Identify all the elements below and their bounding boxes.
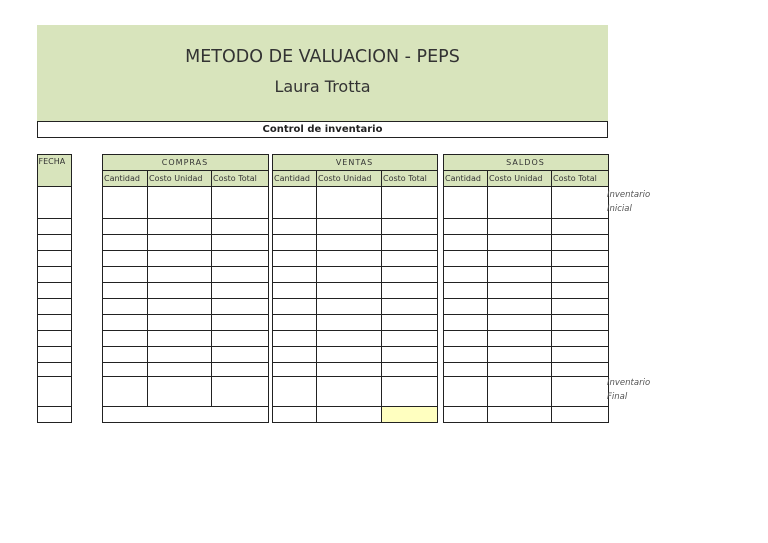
table-cell [103, 347, 148, 363]
page-title: METODO DE VALUACION - PEPS [185, 47, 460, 67]
table-cell [552, 299, 609, 315]
table-cell [488, 407, 552, 423]
column-header: Cantidad [104, 174, 140, 183]
table-cell [317, 377, 382, 407]
table-cell [552, 315, 609, 331]
table-cell [103, 251, 148, 267]
table-cell [148, 187, 212, 219]
fecha-cell [38, 235, 72, 251]
table-cell [444, 363, 488, 377]
table-cell [273, 331, 317, 347]
fecha-cell [38, 283, 72, 299]
table-cell [488, 347, 552, 363]
table-cell [488, 283, 552, 299]
table-cell [148, 283, 212, 299]
table-cell [488, 315, 552, 331]
table-cell [382, 299, 438, 315]
table-cell [273, 187, 317, 219]
table-cell [212, 377, 269, 407]
table-cell [317, 315, 382, 331]
fecha-cell [38, 299, 72, 315]
table-cell [148, 219, 212, 235]
table-cell [103, 267, 148, 283]
table-cell [148, 377, 212, 407]
fecha-cell [38, 331, 72, 347]
table-cell [103, 235, 148, 251]
table-cell [444, 251, 488, 267]
fecha-cell [38, 219, 72, 235]
table-cell [317, 283, 382, 299]
table-cell [382, 219, 438, 235]
table-cell [148, 347, 212, 363]
table-cell [273, 363, 317, 377]
table-cell [444, 407, 488, 423]
table-cell [273, 235, 317, 251]
table-cell [212, 315, 269, 331]
table-cell [103, 377, 148, 407]
column-header: Cantidad [274, 174, 310, 183]
table-cell [444, 267, 488, 283]
table-cell [382, 267, 438, 283]
table-cell [552, 251, 609, 267]
table-cell [273, 251, 317, 267]
table-cell [488, 377, 552, 407]
table-cell [212, 363, 269, 377]
table-cell [444, 235, 488, 251]
table-cell [148, 331, 212, 347]
table-cell [273, 347, 317, 363]
table-cell [273, 299, 317, 315]
table-cell [148, 267, 212, 283]
note-inventario-inicial: Inventario Inicial [607, 190, 651, 214]
fecha-cell [38, 347, 72, 363]
table-cell [212, 299, 269, 315]
section-label: Control de inventario [37, 121, 608, 138]
table-cell [103, 315, 148, 331]
table-cell [552, 407, 609, 423]
fecha-header: FECHA [38, 157, 66, 166]
table-cell [103, 187, 148, 219]
fecha-cell [38, 315, 72, 331]
table-cell [212, 347, 269, 363]
column-header: Costo Total [383, 174, 427, 183]
table-cell [552, 331, 609, 347]
column-header: Costo Total [213, 174, 257, 183]
ventas-total-highlight-cell [382, 407, 438, 423]
table-cell [212, 219, 269, 235]
table-cell [212, 283, 269, 299]
table-cell [103, 363, 148, 377]
fecha-cell [38, 187, 72, 219]
table-cell [103, 299, 148, 315]
table-cell [488, 251, 552, 267]
table-cell [212, 235, 269, 251]
group-header-ventas: VENTAS [335, 158, 374, 167]
table-cell [148, 315, 212, 331]
table-cell [317, 363, 382, 377]
table-cell [382, 331, 438, 347]
table-cell [148, 251, 212, 267]
table-cell [552, 235, 609, 251]
table-cell [382, 347, 438, 363]
table-cell [212, 331, 269, 347]
table-cell [444, 331, 488, 347]
column-header: Cantidad [445, 174, 481, 183]
fecha-cell [38, 407, 72, 423]
table-cell [444, 219, 488, 235]
table-cell [552, 283, 609, 299]
fecha-cell [38, 267, 72, 283]
table-cell [148, 299, 212, 315]
table-cell [148, 235, 212, 251]
table-cell [273, 267, 317, 283]
table-cell [103, 283, 148, 299]
table-cell [273, 283, 317, 299]
table-cell [382, 315, 438, 331]
table-cell [317, 187, 382, 219]
table-cell [317, 267, 382, 283]
table-cell [488, 267, 552, 283]
fecha-cell [38, 363, 72, 377]
table-cell [103, 219, 148, 235]
table-cell [317, 251, 382, 267]
note-inventario-final: Inventario Final [607, 378, 651, 402]
table-cell [552, 267, 609, 283]
table-cell [317, 407, 382, 423]
column-header: Costo Total [553, 174, 597, 183]
table-cell [488, 299, 552, 315]
table-cell [317, 219, 382, 235]
table-cell [552, 363, 609, 377]
table-cell [317, 331, 382, 347]
table-cell [382, 283, 438, 299]
table-cell [444, 377, 488, 407]
table-cell [444, 283, 488, 299]
table-cell [382, 377, 438, 407]
table-cell [552, 377, 609, 407]
table-cell [444, 187, 488, 219]
table-cell [148, 363, 212, 377]
table-cell [317, 299, 382, 315]
table-cell [103, 331, 148, 347]
table-cell [444, 299, 488, 315]
table-cell [273, 377, 317, 407]
column-header: Costo Unidad [149, 174, 203, 183]
table-cell [488, 235, 552, 251]
column-header: Costo Unidad [318, 174, 372, 183]
table-cell [273, 219, 317, 235]
table-cell [212, 251, 269, 267]
table-cell [382, 235, 438, 251]
fecha-cell [38, 251, 72, 267]
table-cell [488, 219, 552, 235]
table-cell [444, 347, 488, 363]
table-cell [382, 251, 438, 267]
table-cell [317, 235, 382, 251]
column-header: Costo Unidad [489, 174, 543, 183]
table-cell [488, 331, 552, 347]
table-cell [382, 187, 438, 219]
table-cell [273, 315, 317, 331]
fecha-cell [38, 377, 72, 407]
table-cell [488, 363, 552, 377]
table-cell [273, 407, 317, 423]
author-name: Laura Trotta [274, 77, 371, 96]
table-cell [382, 363, 438, 377]
table-cell [552, 187, 609, 219]
table-cell [552, 219, 609, 235]
table-cell [552, 347, 609, 363]
group-header-compras: COMPRAS [161, 158, 209, 167]
table-cell [212, 267, 269, 283]
compras-total-cell [103, 407, 269, 423]
table-cell [444, 315, 488, 331]
table-cell [212, 187, 269, 219]
table-cell [317, 347, 382, 363]
group-header-saldos: SALDOS [506, 158, 545, 167]
table-cell [488, 187, 552, 219]
